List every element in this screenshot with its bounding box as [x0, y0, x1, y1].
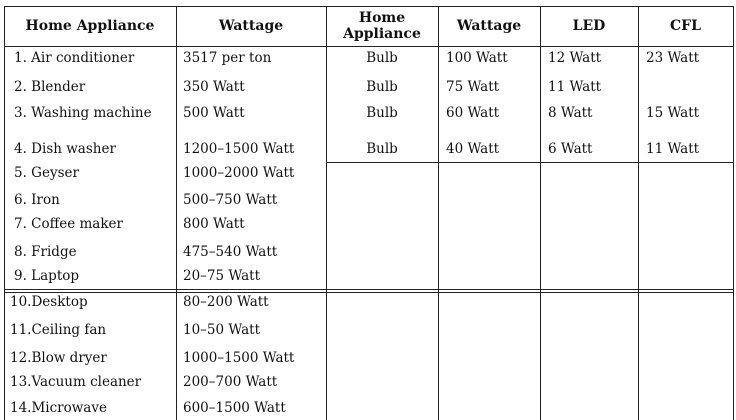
grid-line — [4, 292, 734, 293]
appliance-wattage: 1000–1500 Watt — [183, 350, 295, 366]
header-home-appliance-2-line2: Appliance — [343, 26, 421, 42]
appliance-wattage: 200–700 Watt — [183, 374, 278, 390]
bulb-wattage: 40 Watt — [446, 141, 500, 157]
header-cfl: CFL — [670, 18, 701, 34]
grid-line — [4, 46, 734, 47]
appliance-name: 4. Dish washer — [14, 141, 116, 157]
grid-line — [326, 162, 734, 163]
appliance-name: 10.Desktop — [10, 294, 88, 310]
appliance-name: 2. Blender — [14, 79, 86, 95]
bulb-led: 12 Watt — [548, 50, 602, 66]
header-wattage-2: Wattage — [456, 18, 522, 34]
header-wattage: Wattage — [218, 18, 284, 34]
bulb-cfl: 15 Watt — [646, 105, 700, 121]
appliance-name: 3. Washing machine — [14, 105, 152, 121]
appliance-wattage: 475–540 Watt — [183, 244, 278, 260]
header-home-appliance: Home Appliance — [25, 18, 155, 34]
grid-line — [4, 289, 734, 290]
appliance-name: 14.Microwave — [10, 400, 107, 416]
appliance-name: 9. Laptop — [14, 268, 80, 284]
bulb-led: 11 Watt — [548, 79, 602, 95]
appliance-wattage: 1000–2000 Watt — [183, 165, 295, 181]
appliance-wattage: 80–200 Watt — [183, 294, 269, 310]
bulb-cfl: 23 Watt — [646, 50, 700, 66]
bulb-led: 8 Watt — [548, 105, 593, 121]
appliance-name: 5. Geyser — [14, 165, 79, 181]
bulb-wattage: 60 Watt — [446, 105, 500, 121]
header-led: LED — [572, 18, 606, 34]
appliance-wattage: 500–750 Watt — [183, 192, 278, 208]
bulb-cfl: 11 Watt — [646, 141, 700, 157]
appliance-name: 6. Iron — [14, 192, 60, 208]
bulb-appliance: Bulb — [366, 79, 398, 95]
grid-line — [638, 6, 639, 420]
appliance-wattage: 1200–1500 Watt — [183, 141, 295, 157]
grid-line — [326, 6, 327, 420]
bulb-appliance: Bulb — [366, 50, 398, 66]
bulb-appliance: Bulb — [366, 105, 398, 121]
appliance-name: 13.Vacuum cleaner — [10, 374, 142, 390]
appliance-name: 1. Air conditioner — [14, 50, 135, 66]
appliance-name: 7. Coffee maker — [14, 216, 123, 232]
grid-line — [4, 6, 5, 420]
appliance-wattage: 20–75 Watt — [183, 268, 260, 284]
bulb-wattage: 100 Watt — [446, 50, 508, 66]
grid-line — [733, 6, 734, 420]
appliance-name: 11.Ceiling fan — [10, 322, 107, 338]
appliance-name: 12.Blow dryer — [10, 350, 107, 366]
bulb-wattage: 75 Watt — [446, 79, 500, 95]
appliance-wattage: 350 Watt — [183, 79, 245, 95]
bulb-led: 6 Watt — [548, 141, 593, 157]
grid-line — [176, 6, 177, 420]
grid-line — [540, 6, 541, 420]
header-home-appliance-2-line1: Home — [358, 10, 406, 26]
grid-line — [438, 6, 439, 420]
appliance-name: 8. Fridge — [14, 244, 77, 260]
appliance-wattage: 500 Watt — [183, 105, 245, 121]
appliance-wattage: 600–1500 Watt — [183, 400, 286, 416]
appliance-wattage: 800 Watt — [183, 216, 245, 232]
appliance-wattage: 10–50 Watt — [183, 322, 260, 338]
grid-line — [4, 6, 734, 7]
bulb-appliance: Bulb — [366, 141, 398, 157]
appliance-wattage: 3517 per ton — [183, 50, 272, 66]
